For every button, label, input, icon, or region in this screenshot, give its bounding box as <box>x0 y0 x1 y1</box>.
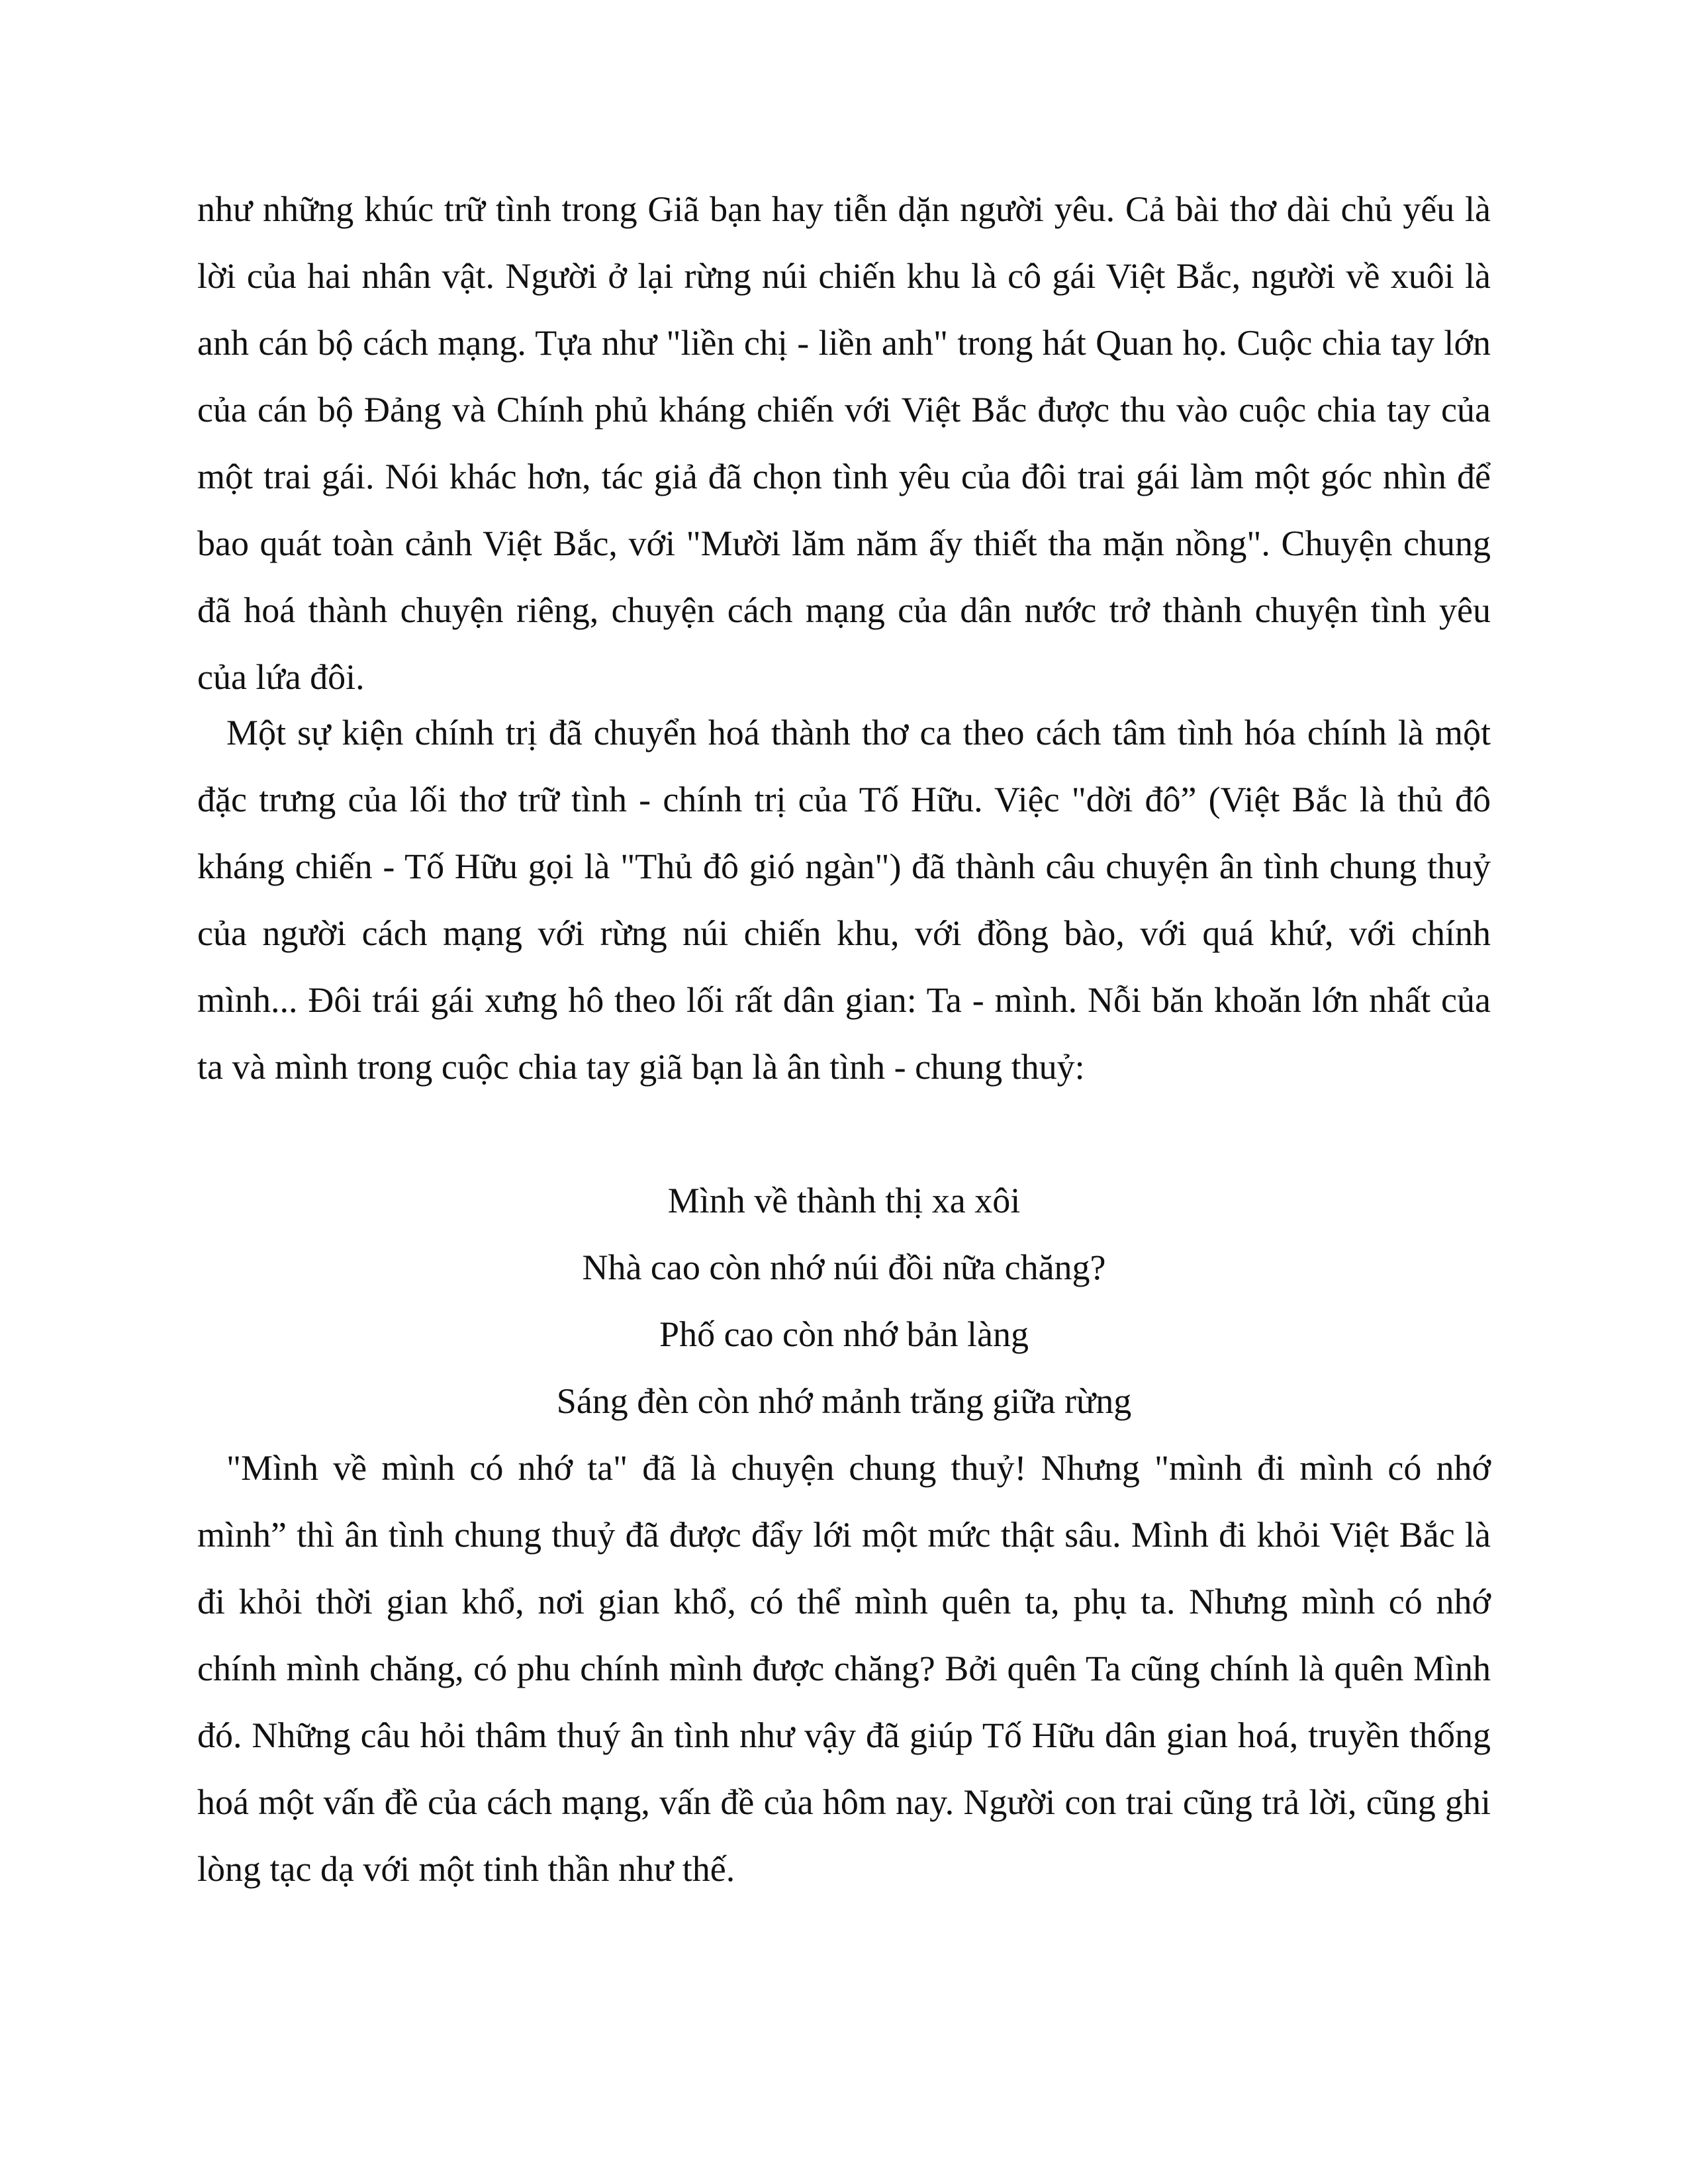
poem-line-1: Mình về thành thị xa xôi <box>667 1181 1021 1220</box>
paragraph-1: như những khúc trữ tình trong Giã bạn hay tiễn dặn người yêu. Cả bài thơ dài chủ yếu là lời của hai nhân vật. Người ở lại rừng núi chiến khu là cô gái Việt Bắc, người về xuôi là anh cán bộ cách mạng. Tựa như "liền chị - liền anh" trong hát Quan họ. Cuộc chia tay lớn của cán bộ Đảng và Chính phủ kháng chiến với Việt Bắc được thu vào cuộc chia tay của một trai gái. Nói khác hơn, tác giả đã chọn tình yêu của đôi trai gái làm một góc nhìn để bao quát toàn cảnh Việt Bắc, với "Mười lăm năm ấy thiết tha mặn nồng". Chuyện chung đã hoá thành chuyện riêng, chuyện cách mạng của dân nước trở thành chuyện tình yêu của lứa đôi. <box>197 189 1491 697</box>
poem-line-2: Nhà cao còn nhớ núi đồi nữa chăng? <box>582 1248 1106 1287</box>
paragraph-2: Một sự kiện chính trị đã chuyển hoá thành thơ ca theo cách tâm tình hóa chính là một đặc trưng của lối thơ trữ tình - chính trị của Tố Hữu. Việc "dời đô” (Việt Bắc là thủ đô kháng chiến - Tố Hữu gọi là "Thủ đô gió ngàn") đã thành câu chuyện ân tình chung thuỷ của người cách mạng với rừng núi chiến khu, với đồng bào, với quá khứ, với chính mình... Đôi trái gái xưng hô theo lối rất dân gian: Ta - mình. Nỗi băn khoăn lớn nhất của ta và mình trong cuộc chia tay giã bạn là ân tình - chung thuỷ: <box>197 713 1491 1087</box>
paragraph-3: "Mình về mình có nhớ ta" đã là chuyện chung thuỷ! Nhưng "mình đi mình có nhớ mình” thì ân tình chung thuỷ đã được đẩy lới một mức thật sâu. Mình đi khỏi Việt Bắc là đi khỏi thời gian khổ, nơi gian khổ, có thể mình quên ta, phụ ta. Nhưng mình có nhớ chính mình chăng, có phu chính mình được chăng? Bởi quên Ta cũng chính là quên Mình đó. Những câu hỏi thâm thuý ân tình như vậy đã giúp Tố Hữu dân gian hoá, truyền thống hoá một vấn đề của cách mạng, vấn đề của hôm nay. Người con trai cũng trả lời, cũng ghi lòng tạc dạ với một tinh thần như thế. <box>197 1448 1491 1889</box>
poem-stanza <box>197 1167 1491 1435</box>
poem-line-4: Sáng đèn còn nhớ mảnh trăng giữa rừng <box>556 1381 1132 1421</box>
poem-line-3: Phố cao còn nhớ bản làng <box>659 1314 1029 1354</box>
